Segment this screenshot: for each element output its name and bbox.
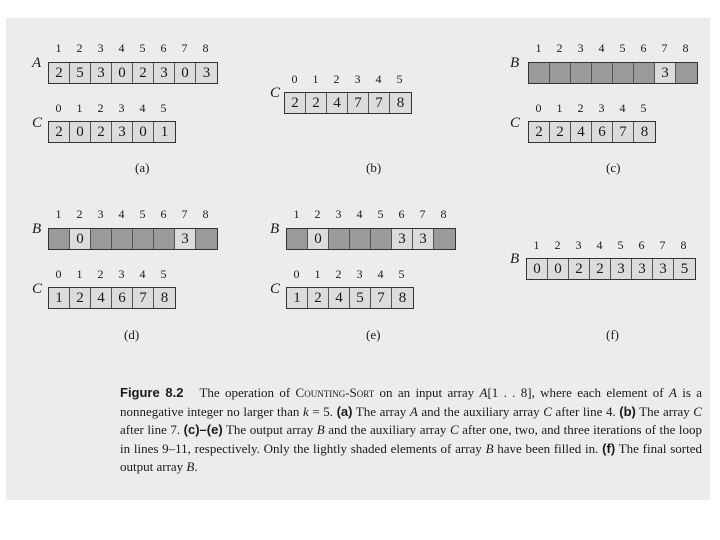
array-cell: 3 bbox=[655, 63, 676, 83]
array-cell bbox=[91, 229, 112, 249]
array-index: 3 bbox=[118, 267, 125, 281]
array-index: 2 bbox=[577, 101, 584, 115]
caption-var: C bbox=[693, 403, 702, 419]
array-index: 0 bbox=[291, 72, 298, 86]
caption-var: C bbox=[543, 403, 552, 419]
array-name: C bbox=[270, 85, 281, 101]
panel-label: (e) bbox=[366, 327, 381, 342]
array-cell: 2 bbox=[590, 259, 611, 279]
array-cell: 7 bbox=[133, 288, 154, 308]
array-index: 2 bbox=[333, 72, 340, 86]
array-cell: 3 bbox=[611, 259, 632, 279]
array-index: 2 bbox=[314, 207, 321, 221]
array-cell: 6 bbox=[112, 288, 133, 308]
array-name: C bbox=[270, 281, 281, 297]
array-index: 1 bbox=[55, 41, 62, 55]
array-index: 6 bbox=[160, 207, 167, 221]
caption-text: = 5. bbox=[308, 403, 337, 419]
array-index: 0 bbox=[55, 101, 62, 115]
array-index: 5 bbox=[377, 207, 384, 221]
array-index: 2 bbox=[76, 207, 83, 221]
array-cell: 5 bbox=[70, 63, 91, 83]
array-index: 3 bbox=[118, 101, 125, 115]
array-cell: 3 bbox=[112, 122, 133, 142]
array-index: 2 bbox=[97, 101, 104, 115]
array-cell: 7 bbox=[369, 93, 390, 113]
array-index: 3 bbox=[598, 101, 605, 115]
array-cell: 3 bbox=[653, 259, 674, 279]
array-cell: 1 bbox=[49, 288, 70, 308]
array-index: 5 bbox=[619, 41, 626, 55]
array-index: 8 bbox=[202, 41, 209, 55]
array-cell bbox=[529, 63, 550, 83]
array-cell bbox=[550, 63, 571, 83]
array-index: 4 bbox=[619, 101, 626, 115]
array-cell: 5 bbox=[674, 259, 695, 279]
array-cell bbox=[287, 229, 308, 249]
array-cell bbox=[133, 229, 154, 249]
caption-text: after one, two, and three iterations of the loop in lines 9–11, respectively. Only the lightly shaded elements of array bbox=[120, 422, 702, 456]
panel-label: (f) bbox=[606, 327, 619, 342]
array-index: 5 bbox=[396, 72, 403, 86]
array-cell: 0 bbox=[112, 63, 133, 83]
array-cell: 1 bbox=[154, 122, 175, 142]
array-index: 7 bbox=[659, 238, 666, 252]
array-cell: 2 bbox=[529, 122, 550, 142]
array-index: 5 bbox=[640, 101, 647, 115]
array-cell: 1 bbox=[287, 288, 308, 308]
array-index: 4 bbox=[598, 41, 605, 55]
array-cell: 4 bbox=[329, 288, 350, 308]
array-index: 5 bbox=[617, 238, 624, 252]
array-cell bbox=[371, 229, 392, 249]
array-cell bbox=[676, 63, 697, 83]
array-cell: 8 bbox=[154, 288, 175, 308]
array-index: 5 bbox=[139, 41, 146, 55]
array-cell: 3 bbox=[413, 229, 434, 249]
caption-text: The final sorted output array bbox=[120, 440, 702, 474]
array-index: 5 bbox=[139, 207, 146, 221]
array-cell bbox=[49, 229, 70, 249]
array-index: 1 bbox=[312, 72, 319, 86]
caption-text: The array bbox=[352, 403, 410, 419]
caption-var: B bbox=[186, 459, 195, 474]
caption-part-label: (b) bbox=[619, 403, 636, 419]
array-index: 2 bbox=[554, 238, 561, 252]
array-cell bbox=[196, 229, 217, 249]
array-B-box bbox=[526, 258, 696, 280]
array-B-box bbox=[528, 62, 698, 84]
caption-var: B bbox=[316, 422, 325, 437]
array-cell: 7 bbox=[371, 288, 392, 308]
array-index: 3 bbox=[97, 41, 104, 55]
array-index: 8 bbox=[682, 41, 689, 55]
panel-label: (b) bbox=[366, 160, 382, 175]
array-cell: 6 bbox=[592, 122, 613, 142]
array-cell: 3 bbox=[154, 63, 175, 83]
array-index: 0 bbox=[535, 101, 542, 115]
array-index: 4 bbox=[118, 41, 125, 55]
algorithm-name: Counting-Sort bbox=[295, 385, 375, 400]
array-index: 4 bbox=[139, 101, 146, 115]
array-name: A bbox=[32, 55, 42, 71]
array-cell: 3 bbox=[175, 229, 196, 249]
panel-label: (c) bbox=[606, 160, 621, 175]
array-index: 5 bbox=[160, 267, 167, 281]
array-index: 7 bbox=[419, 207, 426, 221]
array-index: 3 bbox=[577, 41, 584, 55]
array-cell bbox=[112, 229, 133, 249]
caption-text: and the auxiliary array bbox=[417, 403, 544, 419]
figure-label: Figure 8.2 bbox=[120, 385, 184, 400]
array-cell bbox=[634, 63, 655, 83]
array-name: C bbox=[32, 281, 43, 297]
array-cell: 5 bbox=[350, 288, 371, 308]
array-A-box bbox=[48, 62, 218, 84]
array-index: 1 bbox=[76, 267, 83, 281]
array-index: 8 bbox=[440, 207, 447, 221]
array-cell: 8 bbox=[634, 122, 655, 142]
panel-label: (a) bbox=[135, 160, 150, 175]
array-index: 4 bbox=[375, 72, 382, 86]
array-index: 7 bbox=[661, 41, 668, 55]
array-cell: 7 bbox=[348, 93, 369, 113]
array-index: 8 bbox=[680, 238, 687, 252]
array-cell: 2 bbox=[569, 259, 590, 279]
array-cell: 0 bbox=[308, 229, 329, 249]
array-index: 4 bbox=[377, 267, 384, 281]
array-cell: 2 bbox=[306, 93, 327, 113]
array-cell: 0 bbox=[70, 229, 91, 249]
caption-text: on an input array bbox=[374, 385, 480, 400]
caption-var: k bbox=[302, 403, 309, 419]
array-index: 3 bbox=[335, 207, 342, 221]
caption-var: A bbox=[479, 385, 488, 400]
array-index: 3 bbox=[356, 267, 363, 281]
array-index: 4 bbox=[356, 207, 363, 221]
array-index: 2 bbox=[556, 41, 563, 55]
array-C-box bbox=[48, 121, 176, 143]
array-C-box bbox=[284, 92, 412, 114]
caption-var: A bbox=[409, 403, 418, 419]
caption-text: and the auxiliary array bbox=[324, 422, 450, 437]
caption-text: [1 . . 8], where each element of bbox=[487, 385, 669, 400]
array-name: B bbox=[510, 251, 520, 267]
array-index: 6 bbox=[398, 207, 405, 221]
caption-text: . bbox=[194, 459, 198, 474]
array-cell: 3 bbox=[196, 63, 217, 83]
array-index: 4 bbox=[596, 238, 603, 252]
array-index: 1 bbox=[55, 207, 62, 221]
array-cell bbox=[329, 229, 350, 249]
caption-text: is a nonnegative integer no larger than bbox=[120, 385, 702, 419]
array-index: 3 bbox=[575, 238, 582, 252]
array-index: 1 bbox=[314, 267, 321, 281]
array-cell bbox=[571, 63, 592, 83]
array-index: 1 bbox=[293, 207, 300, 221]
array-index: 6 bbox=[160, 41, 167, 55]
array-cell bbox=[613, 63, 634, 83]
panel-label: (d) bbox=[124, 327, 140, 342]
array-index: 3 bbox=[354, 72, 361, 86]
array-cell: 8 bbox=[390, 93, 411, 113]
array-index: 7 bbox=[181, 207, 188, 221]
caption-text: after line 7. bbox=[120, 422, 184, 437]
array-cell bbox=[350, 229, 371, 249]
array-cell: 2 bbox=[285, 93, 306, 113]
array-C-box bbox=[48, 287, 176, 309]
array-index: 1 bbox=[556, 101, 563, 115]
array-name: C bbox=[510, 115, 521, 131]
array-index: 2 bbox=[97, 267, 104, 281]
array-index: 4 bbox=[139, 267, 146, 281]
array-index: 0 bbox=[293, 267, 300, 281]
array-index: 5 bbox=[398, 267, 405, 281]
array-cell: 3 bbox=[632, 259, 653, 279]
array-cell: 2 bbox=[70, 288, 91, 308]
array-cell: 0 bbox=[70, 122, 91, 142]
array-index: 3 bbox=[97, 207, 104, 221]
array-cell bbox=[154, 229, 175, 249]
array-cell: 4 bbox=[327, 93, 348, 113]
array-C-box bbox=[528, 121, 656, 143]
array-index: 6 bbox=[638, 238, 645, 252]
array-cell: 0 bbox=[527, 259, 548, 279]
array-cell: 2 bbox=[550, 122, 571, 142]
caption-text: The output array bbox=[222, 422, 317, 437]
array-cell: 4 bbox=[91, 288, 112, 308]
array-cell: 2 bbox=[133, 63, 154, 83]
caption-var: A bbox=[668, 385, 677, 400]
array-cell: 3 bbox=[392, 229, 413, 249]
array-index: 5 bbox=[160, 101, 167, 115]
caption-part-label: (f) bbox=[602, 440, 616, 456]
array-cell: 4 bbox=[571, 122, 592, 142]
array-cell: 2 bbox=[308, 288, 329, 308]
array-cell: 0 bbox=[133, 122, 154, 142]
array-cell bbox=[434, 229, 455, 249]
array-index: 1 bbox=[76, 101, 83, 115]
array-cell: 8 bbox=[392, 288, 413, 308]
caption-var: C bbox=[449, 422, 459, 437]
array-cell: 7 bbox=[613, 122, 634, 142]
array-index: 2 bbox=[76, 41, 83, 55]
caption-var: B bbox=[485, 440, 494, 456]
array-index: 1 bbox=[533, 238, 540, 252]
array-cell: 0 bbox=[175, 63, 196, 83]
array-name: B bbox=[32, 221, 42, 237]
array-cell: 2 bbox=[49, 122, 70, 142]
array-name: B bbox=[510, 55, 520, 71]
caption-part-label: (c)–(e) bbox=[183, 422, 223, 437]
caption-text: The operation of bbox=[199, 385, 296, 400]
array-index: 7 bbox=[181, 41, 188, 55]
array-name: B bbox=[270, 221, 280, 237]
array-index: 8 bbox=[202, 207, 209, 221]
caption-part-label: (a) bbox=[336, 403, 353, 419]
array-C-box bbox=[286, 287, 414, 309]
array-cell bbox=[592, 63, 613, 83]
array-index: 2 bbox=[335, 267, 342, 281]
array-B-box bbox=[286, 228, 456, 250]
caption-text: after line 4. bbox=[551, 403, 620, 419]
array-index: 6 bbox=[640, 41, 647, 55]
array-index: 4 bbox=[118, 207, 125, 221]
array-cell: 2 bbox=[49, 63, 70, 83]
array-cell: 2 bbox=[91, 122, 112, 142]
array-index: 0 bbox=[55, 267, 62, 281]
array-name: C bbox=[32, 115, 43, 131]
caption-text: have been filled in. bbox=[493, 440, 603, 456]
array-index: 1 bbox=[535, 41, 542, 55]
figure-caption bbox=[120, 384, 702, 477]
caption-text: The array bbox=[635, 403, 694, 419]
array-B-box bbox=[48, 228, 218, 250]
array-cell: 3 bbox=[91, 63, 112, 83]
array-cell: 0 bbox=[548, 259, 569, 279]
